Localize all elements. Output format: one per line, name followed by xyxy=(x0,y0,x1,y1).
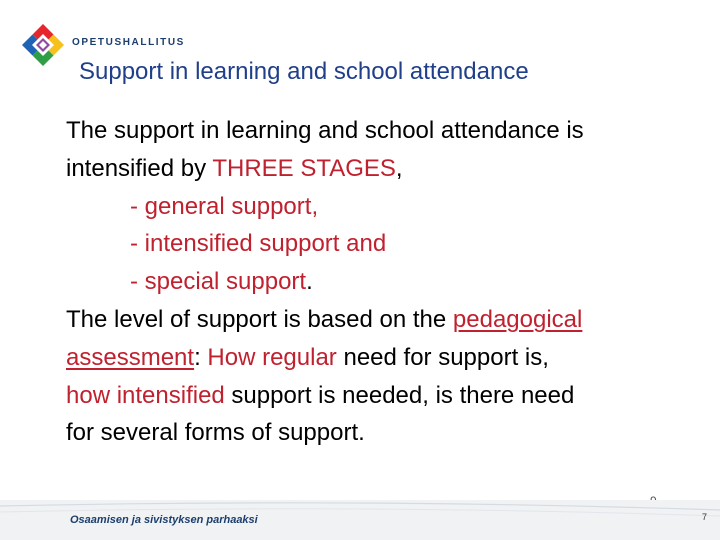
slide-title: Support in learning and school attendance xyxy=(79,58,529,85)
diamond-logo-icon xyxy=(22,24,64,66)
highlight-text: - intensified support and xyxy=(130,230,387,258)
highlight-text: - general support, xyxy=(130,192,319,220)
assessment-link[interactable]: assessment xyxy=(66,343,195,371)
body-text: need for support is, xyxy=(336,343,549,371)
highlight-text: THREE STAGES xyxy=(212,154,396,182)
highlight-text: - special support xyxy=(130,268,307,296)
body-line-1 xyxy=(66,112,686,150)
body-text: . xyxy=(306,268,313,296)
bullet-intensified-support xyxy=(66,225,686,263)
highlight-text: How regular xyxy=(207,343,337,371)
highlight-text: how intensified xyxy=(66,381,225,409)
body-line-9 xyxy=(66,414,686,452)
bullet-special-support xyxy=(66,263,686,301)
body-line-7 xyxy=(66,339,686,377)
bullet-general-support xyxy=(66,188,686,226)
slide-body xyxy=(66,112,686,452)
body-text: : xyxy=(194,343,208,371)
body-text: for several forms of support. xyxy=(66,419,365,447)
body-text: intensified by xyxy=(66,154,213,182)
corner-number: 7 xyxy=(702,512,708,522)
body-text: support is needed, is there need xyxy=(224,381,575,409)
footer-slogan: Osaamisen ja sivistyksen parhaaksi xyxy=(70,514,258,526)
body-line-2 xyxy=(66,150,686,188)
body-line-6 xyxy=(66,301,686,339)
org-name: OPETUSHALLITUS xyxy=(72,37,185,48)
body-text: The level of support is based on the xyxy=(66,305,453,333)
body-line-8 xyxy=(66,377,686,415)
body-text: The support in learning and school attendance is xyxy=(66,117,584,144)
body-text: , xyxy=(395,154,403,182)
pedagogical-link[interactable]: pedagogical xyxy=(452,305,583,333)
